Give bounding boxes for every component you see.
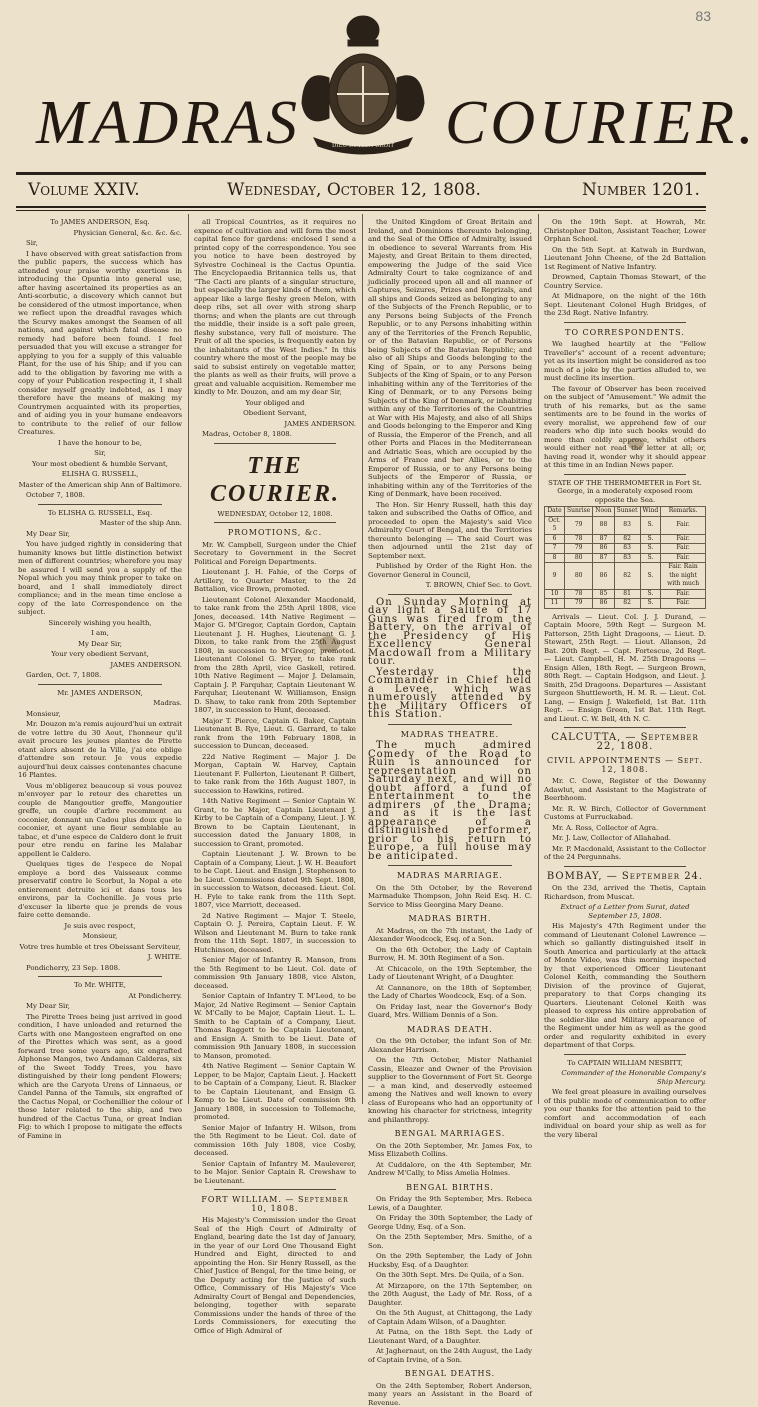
thermometer-cell: 87 xyxy=(593,534,614,544)
letter-closing: Your most obedient & humble Servant, xyxy=(18,460,182,469)
letter-body: Mr. Douzon m'a remis aujourd'hui un extrait de votre lettre du 30 Aout, l'honneur qu'il avait procure les jeunes plantes de Pirette etant alors absent de la Ville, j'ai ete oblige d'attendre son retour. Je vous expedie aujourd'hui deux caisses contenantes chacune 16 Plantes. xyxy=(18,720,182,780)
letter-signature-role: Master of the American ship Ann of Baltimore. xyxy=(18,481,182,490)
ink-stain xyxy=(318,636,340,652)
column-1 xyxy=(18,218,182,1102)
section-heading-civil-appointments: CIVIL APPOINTMENTS — Sept. 12, 1808. xyxy=(544,757,706,774)
article-paragraph: On the 24th September, Robert Anderson, many years an Assistant in the Board of Revenue. xyxy=(368,1382,532,1407)
letter-salutation: My Dear Sir, xyxy=(18,530,182,539)
article-paragraph: At Chicacole, on the 19th September, the Lady of Lieutenant Wright, of a Daughter. xyxy=(368,965,532,982)
article-paragraph: On the 9th October, the infant Son of Mr. Alexander Harrison. xyxy=(368,1037,532,1054)
theatre-notice: The much admired Comedy of the Road to Ruin is announced for representation on Saturday next, and will no doubt afford a fund of Entertainment to the admirers of the Drama; and as it is the last appearance of a distinguished performer, prior to his return to Europe, a full house may be anticipated. xyxy=(368,742,532,861)
letter-role: Master of the ship Ann. xyxy=(18,519,182,528)
letter-date: Garden, Oct. 7, 1808. xyxy=(18,671,182,680)
article-paragraph: On the 29th September, the Lady of John Hucksby, Esq. of a Daughter. xyxy=(368,1252,532,1269)
letter-address: Mr. JAMES ANDERSON, xyxy=(18,689,182,698)
thermometer-row xyxy=(545,544,706,554)
thermometer-header-cell: Wind xyxy=(640,507,661,517)
section-heading-fort-william: FORT WILLIAM. — September 10, 1808. xyxy=(194,1196,356,1213)
thermometer-cell: Fair. xyxy=(661,516,706,534)
article-paragraph: On the 6th October, the Lady of Captain Burrow, H. M. 30th Regiment of a Son. xyxy=(368,946,532,963)
separator xyxy=(214,443,336,444)
article-paragraph: On Friday last, near the Governor's Body Guard, Mrs. William Dennis of a Son. xyxy=(368,1003,532,1020)
column-2 xyxy=(194,218,356,1102)
thermometer-cell: 82 xyxy=(614,534,640,544)
letter-date: October 7, 1808. xyxy=(18,491,182,500)
article-paragraph: Mr. R. W. Birch, Collector of Government Customs at Furruckabad. xyxy=(544,805,706,822)
letter-closing: Your obliged and xyxy=(194,399,356,408)
section-heading-theatre: MADRAS THEATRE. xyxy=(368,731,532,740)
letter-body: You have judged rightly in considering that humanity knows but little distinction betwixt men of different countries; wherefore you may be assured I will send you a supply of the Nopal which you may think proper to take on board, and I shall immediately direct compliance; and in the mean time enclose a copy of the late Correspondence on the subject. xyxy=(18,540,182,617)
masthead-title-courier: COURIER. xyxy=(445,92,758,154)
thermometer-cell: 10 xyxy=(545,589,565,599)
section-heading-death: MADRAS DEATH. xyxy=(368,1026,532,1035)
letter-body: We feel great pleasure in availing ourselves of this public mode of communication to offer you our thanks for the attention paid to the comfort and accommodation of each individual on board your ship as well as for the very liberal xyxy=(544,1088,706,1139)
section-heading-bengal-births: BENGAL BIRTHS. xyxy=(368,1184,532,1193)
thermometer-cell: Fair. xyxy=(661,589,706,599)
letter-body: I have observed with great satisfaction from the public papers, the success which has attended your praise worthy exertions in introducing the Opuntia into general use, after having ascertained its properties as an Anti-scorbutic, a discovery which cannot but be considered of the utmost importance, when we reflect upon the dreadful ravages which the Scurvy makes amongst the Seamen of all nations, and against which fatal disease no remedy had before been found. I feel persuaded that you will excuse a stranger for applying to you for a supply of this valuable Plant, for the use of his Ship; and if you can add to the obligation by favoring me with a copy of your Publication respecting it, I shall consider myself greatly indebted, as I may therefore have the means of making my Countrymen acquainted with its properties, and of aiding you in your humane endeavors to contribute to the relief of our fellow Creatures. xyxy=(18,250,182,437)
article-paragraph: the United Kingdom of Great Britain and Ireland, and Dominions thereunto belonging, and the Seal of the Office of Admiralty, issued in obedience to several Warrants from His Majesty, and Great Britain to them directed, empowering the Judge of the said Vice Admiralty Court to take cognizance of and judicially proceed upon all and all manner of Captures, Seizures, Prizes and Reprizals, and all ships and Goods seized as belonging to any of the Subjects of the French Republic, or to any Persons being Subjects of the French Republic, or to any Persons inhabiting within any of the Territories of the French Republic, or of the Batavian Republic, or of Persons being Subjects of the Batavian Republic; and also of all Ships and Goods belonging to the King of Spain, or to any Persons being Subjects of the King of Spain, or to any Person inhabiting within any of the Territories of the King of Denmark, or to any Persons being Subjects of the King of Denmark, or inhabiting within any of the Territories of the Countries at War with His Majesty, and also of all Ships and Goods belonging to the Emperor and King of Russia, the Emperor of the French, and all other Ports and Places in the Mediterranean and Adriatic Seas, which are occupied by the Arms of France and her Allies, or to the Emperor of Russia, or to any Persons being Subjects of the Emperor of Russia, or inhabiting within any of the Territories of the King of Denmark, have been received. xyxy=(368,218,532,499)
article-paragraph: Mr. W. Campbell, Surgeon under the Chief Secretary to Government in the Secret Political and Foreign Departments. xyxy=(194,541,356,567)
thermometer-cell: S. xyxy=(640,589,661,599)
letter-role: Physician General, &c. &c. &c. xyxy=(18,229,182,238)
separator xyxy=(564,1054,686,1055)
extract-heading: Extract of a Letter from Surat, dated September 15, 1808. xyxy=(544,903,706,920)
separator xyxy=(38,684,162,685)
section-heading-calcutta: CALCUTTA, — September 22, 1808. xyxy=(544,734,706,751)
article-paragraph: On the 5th Sept. at Katwah in Burdwan, Lieutenant John Cheene, of the 2d Battalion 1st Regiment of Native Infantry. xyxy=(544,246,706,272)
letter-signature: JAMES ANDERSON. xyxy=(194,420,356,429)
thermometer-row xyxy=(545,599,706,609)
thermometer-cell: 81 xyxy=(614,589,640,599)
thermometer-cell: 79 xyxy=(565,599,593,609)
thermometer-cell: S. xyxy=(640,534,661,544)
article-paragraph: Lieutenant Colonel Alexander Macdonald, to take rank from the 25th April 1808, vice Jones, deceased. 14th Native Regiment — Major G. M'Gregor, Captain Gordon, Captain Lieutenant J. H. Hughes, Lieutenant G. J. Dixon, to take rank from the 25th August 1808, in succession to M'Gregor, promoted. Lieutenant Colonel G. Bryer, to take rank from the 28th April, vice Gaskell, retired. 10th Native Regiment — Major J. Delamain, Captain J. P. Farquhar, Captain Lieutenant W. Farquhar, Lieutenant W. Williamson, Ensign D. Shaw, to take rank from 20th September 1807, in succession to Hunt, deceased. xyxy=(194,596,356,715)
article-paragraph: Published by Order of the Right Hon. the Governor General in Council, xyxy=(368,562,532,579)
article-paragraph: At Jaghernaut, on the 24th August, the Lady of Captain Irvine, of a Son. xyxy=(368,1347,532,1364)
dateline xyxy=(22,180,702,206)
column-divider-3 xyxy=(538,214,539,1104)
ink-stain xyxy=(628,438,644,450)
article-paragraph: Captain Lieutenant J. W. Brown to be Captain of a Company, Lieut. J. W. H. Beaufort to be Capt. Lieut. and Ensign J. Stephenson to be Lieut. Commissions dated 9th Sept. 1808, in succession to Watson, deceased. Lieut. Col. H. Fyle to take rank from the 11th Sept. 1807, vice Marriott, deceased. xyxy=(194,850,356,910)
letter-closing: I have the honour to be, xyxy=(18,439,182,448)
section-heading-correspondents: TO CORRESPONDENTS. xyxy=(544,329,706,338)
article-paragraph: The favour of Observer has been received on the subject of "Amusement." We admit the truth of his remarks, but as the same sentiments are to be found in the works of every moralist, we apprehend few of our readers who dip into such books would do more than coldly approve, whilst others would either not read the letter at all; or, having read it, wonder why it should appear at this time in an Indian News paper. xyxy=(544,385,706,470)
thermometer-cell: 83 xyxy=(614,516,640,534)
separator xyxy=(214,1189,336,1190)
column-4 xyxy=(544,218,706,1102)
section-date: WEDNESDAY, October 12, 1808. xyxy=(194,510,356,519)
column-divider-2 xyxy=(362,214,363,1104)
thermometer-cell: 6 xyxy=(545,534,565,544)
article-paragraph: Lieutenant J. H. Fahie, of the Corps of Artillery, to Quarter Master, to the 2d Battalion, vice Brown, promoted. xyxy=(194,568,356,594)
letter-date: Madras, October 8, 1808. xyxy=(194,430,356,439)
article-paragraph: Major T. Pierce, Captain G. Baker, Captain Lieutenant B. Rye, Lieut. G. Garrard, to take rank from the 19th February 1808, in succession to Duncan, deceased. xyxy=(194,717,356,751)
thermometer-cell: 83 xyxy=(614,553,640,563)
letter-address: To JAMES ANDERSON, Esq. xyxy=(18,218,182,227)
letter-signature: J. WHITE. xyxy=(18,953,182,962)
section-title-the-courier: THE COURIER. xyxy=(194,452,356,508)
letter-closing: Your very obedient Servant, xyxy=(18,650,182,659)
arrivals-departures: Arrivals — Lieut. Col. J. J. Durand, — Captain Moore, 59th Regt — Surgeon M. Patterson, 25th Light Dragoons, — Lieut. D. Stewart, 25th Regt. — Lieut. Allanson, 2d Bat. 20th Regt. — Capt. Fortescue, 2d Regt. — Lieut. Campbell, H. M. 25th Dragoons — Ensign Allen, 18th Regt. — Surgeon Brown, 80th Regt. — Captain Hodgson, and Lieut. J. Smith, 25d Dragoons. Departures — Assistant Surgeon Shuttleworth, H. M. R. — Lieut. Col. Lang, — Ensign J. Wakefield, 1st Bat. 11th Regt. — Ensign Green, 1st Bat. 11th Regt. and Lieut. C. W. Bell, 4th N. C. xyxy=(544,613,706,724)
article-paragraph: On the 7th October, Mister Nathaniel Cassin, Eleazer and Owner of the Provision supplier to the Government of Fort St. George — a man kind, and deservedly esteemed among the Natives and well known to every class of Europeans who had an opportunity of knowing his character for strictness, integrity and philanthropy. xyxy=(368,1056,532,1124)
thermometer-cell: 87 xyxy=(593,553,614,563)
article-paragraph: Senior Captain of Infantry M. Mauleverer, to be Major. Senior Captain R. Crewshaw to be Lieutenant. xyxy=(194,1160,356,1186)
separator xyxy=(564,322,686,323)
article-paragraph: His Majesty's 47th Regiment under the command of Lieutenant Colonel Lawrence — which so gallantly distinguished itself in South America and particularly at the attack of Monte Video, was this morning inspected by that experienced Officer Lieutenant Colonel Keith, commanding the Southern Division of the province of Gujerat, preparatory to that Corps changing its Quarters. Lieutenant Colonel Keith was pleased to express his entire approbation of the soldier-like and Military appearance of the Regiment under him as well as the good order and regularity exhibited in every department of that Corps. xyxy=(544,922,706,1050)
letter-date: Pondicherry, 23 Sep. 1808. xyxy=(18,964,182,973)
article-paragraph: On the 20th September, Mr. James Fox, to Miss Elizabeth Collins. xyxy=(368,1142,532,1159)
separator xyxy=(38,504,162,505)
thermometer-cell: 9 xyxy=(545,563,565,590)
article-paragraph: On Friday the 30th September, the Lady of George Udny, Esq. of a Son. xyxy=(368,1214,532,1231)
corner-handwritten-note: 83 xyxy=(695,8,711,24)
section-heading-birth: MADRAS BIRTH. xyxy=(368,915,532,924)
article-paragraph: At Mirzapore, on the 17th September, on the 20th August, the Lady of Mr. Ross, of a Daughter. xyxy=(368,1282,532,1308)
article-signature: T. BROWN, Chief Sec. to Govt. xyxy=(368,581,532,590)
section-heading-marriage: MADRAS MARRIAGE. xyxy=(368,872,532,881)
letter-closing: I am, xyxy=(18,629,182,638)
thermometer-row xyxy=(545,563,706,590)
article-paragraph: On Friday the 9th September, Mrs. Rebeca Lewis, of a Daughter. xyxy=(368,1195,532,1212)
thermometer-cell: 7 xyxy=(545,544,565,554)
masthead-rule-top xyxy=(16,172,706,175)
thermometer-title: STATE OF THE THERMOMETER in Fort St. George, in a moderately exposed room opposite the Sea. xyxy=(544,479,706,505)
letter-closing: Monsieur, xyxy=(18,932,182,941)
article-paragraph: 22d Native Regiment — Major J. De Morgan, Captain W. Harvey, Captain Lieutenant F. Fullerton, Lieutenant P. Gilbert, to take rank from the 16th August 1807, in succession to Hawkins, retired. xyxy=(194,753,356,796)
thermometer-cell: 82 xyxy=(614,563,640,590)
thermometer-cell: 80 xyxy=(565,563,593,590)
article-paragraph: The Hon. Sir Henry Russell, hath this day taken and subscribed the Oaths of Office, and proceeded to open the Majesty's said Vice Admiralty Court of Bengal, and the Territories thereunto belonging — The said Court was then adjourned until the 21st day of September next. xyxy=(368,501,532,561)
letter-address: To ELISHA G. RUSSELL, Esq. xyxy=(18,509,182,518)
letter-role: Commander of the Honorable Company's Ship Mercury. xyxy=(544,1069,706,1086)
thermometer-row xyxy=(545,589,706,599)
thermometer-cell: Fair. xyxy=(661,534,706,544)
article-paragraph: On the 5th October, by the Reverend Marmaduke Thompson, John Reid Esq. H. C. Service to Miss Georgina Mary Deane. xyxy=(368,884,532,910)
section-heading-bengal-marriages: BENGAL MARRIAGES. xyxy=(368,1130,532,1139)
thermometer-cell: 85 xyxy=(593,589,614,599)
article-paragraph: On the 25th September, Mrs. Smithe, of a Son. xyxy=(368,1233,532,1250)
thermometer-header-cell: Noon xyxy=(593,507,614,517)
article-paragraph: 14th Native Regiment — Senior Captain W. Grant, to be Major, Captain Lieutenant J. Kirby to be Captain of a Company, Lieut. J. W. Brown to be Captain Lieutenant, in succession dated the January 1808, in succession to Grant, promoted. xyxy=(194,797,356,848)
letter-address: To Mr. WHITE, xyxy=(18,981,182,990)
thermometer-header-cell: Date xyxy=(545,507,565,517)
section-heading-bombay: BOMBAY, — September 24. xyxy=(544,873,706,882)
letter-place: At Pondicherry. xyxy=(18,992,182,1001)
thermometer-cell: S. xyxy=(640,563,661,590)
letter-body: all Tropical Countries, as it requires no expence of cultivation and will form the most capital fence for gardens: enclosed I send a printed copy of the correspondence. You see you notice to have been destroyed by Sylvestre Cochineal is the Cactus Opuntia. The Encyclopaedia Britannica tells us, that "The Cacti are plants of a singular structure, but especially the larger kinds of them, which appear like a large fleshy green Melon, with deep ribs, set all over with strong sharp thorns; and when the plants are cut through the middle, their inside is a soft pale green, fleshy substance, very full of moisture. The Fruit of all the species, is frequently eaten by the inhabitants of the West Indies." In this country where the most of the people may be said to subsist entirely on vegetable matter, the plants as well as their fruits, will prove a great and valuable acquisition. Remember me kindly to Mr. Douzon, and am my dear Sir, xyxy=(194,218,356,397)
column-3 xyxy=(368,218,532,1102)
thermometer-cell: Fair. xyxy=(661,553,706,563)
article-paragraph: We laughed heartily at the "Fellow Traveller's" account of a recent adventure; yet as its insertion might be considered as too much of a joke by the parties alluded to, we must decline its insertion. xyxy=(544,340,706,383)
letter-salutation: My Dear Sir, xyxy=(18,1002,182,1011)
article-paragraph: On the 23d, arrived the Thetis, Captain Richardson, from Muscat. xyxy=(544,884,706,901)
article-paragraph: On the 30th Sept. Mrs. De Quila, of a Son. xyxy=(368,1271,532,1280)
salute-notice: On Sunday Morning at day light a Salute of 17 Guns was fired from the Battery, on the arrival of the Presidency of His Excellency General Macdowall from a Military tour. xyxy=(368,599,532,667)
separator xyxy=(388,594,512,595)
letter-closing: Je suis avec respect, xyxy=(18,922,182,931)
masthead-title-madras: MADRAS xyxy=(36,92,301,154)
royal-crest-icon xyxy=(284,8,442,158)
article-paragraph: Mr. J. Law, Collector of Allahabad. xyxy=(544,834,706,843)
thermometer-cell: Oct. 5 xyxy=(545,516,565,534)
section-heading-promotions: PROMOTIONS, &c. xyxy=(194,529,356,538)
thermometer-cell: 80 xyxy=(565,553,593,563)
letter-address: To CAPTAIN WILLIAM NESBITT, xyxy=(544,1059,706,1068)
thermometer-cell: S. xyxy=(640,516,661,534)
letter-closing: Sincerely wishing you health, xyxy=(18,619,182,628)
article-paragraph: On the 19th Sept. at Howrah, Mr. Christopher Dalton, Assistant Teacher, Lower Orphan School. xyxy=(544,218,706,244)
article-paragraph: Drowned, Captain Thomas Stewart, of the Country Service. xyxy=(544,273,706,290)
letter-closing: Votre tres humble et tres Obeissant Serviteur, xyxy=(18,943,182,952)
levee-notice: Yesterday the Commander in Chief held a Levee, which was numerously attended by the Military Officers of this Station. xyxy=(368,669,532,720)
article-paragraph: At Cannanore, on the 18th of September, the Lady of Charles Woodcock, Esq. of a Son. xyxy=(368,984,532,1001)
masthead-rule-bottom xyxy=(16,206,706,208)
thermometer-cell: 88 xyxy=(593,516,614,534)
thermometer-cell: 86 xyxy=(593,544,614,554)
thermometer-cell: Fair. Rain the night with much xyxy=(661,563,706,590)
article-paragraph: At Madras, on the 7th instant, the Lady of Alexander Woodcock, Esq. of a Son. xyxy=(368,927,532,944)
thermometer-cell: 79 xyxy=(565,544,593,554)
thermometer-cell: S. xyxy=(640,544,661,554)
issue-number: Number 1201. xyxy=(582,180,700,200)
thermometer-cell: S. xyxy=(640,599,661,609)
thermometer-cell: 82 xyxy=(614,599,640,609)
article-paragraph: 2d Native Regiment — Major T. Steele, Captain O. J. Pereira, Captain Lieut. F. W. Wilson and Lieutenant M. Burn to take rank from the 11th Sept. 1807, in succession to Hutchinson, deceased. xyxy=(194,912,356,955)
thermometer-row xyxy=(545,553,706,563)
article-paragraph: Mr. P. Macdonald, Assistant to the Collector of the 24 Pergunnahs. xyxy=(544,845,706,862)
thermometer-header-cell: Remarks. xyxy=(661,507,706,517)
thermometer-row xyxy=(545,534,706,544)
letter-closing: My Dear Sir, xyxy=(18,640,182,649)
letter-place: Madras. xyxy=(18,699,182,708)
article-paragraph: At Midnapore, on the night of the 16th Sept. Lieutenant Colonel Hugh Bridges, of the 23d Regt. Native Infantry. xyxy=(544,292,706,318)
thermometer-cell: S. xyxy=(640,553,661,563)
separator xyxy=(214,522,336,523)
article-paragraph: Senior Major of Infantry H. Wilson, from the 5th Regiment to be Lieut. Col. date of commission 16th July 1808, vice Cosby, deceased. xyxy=(194,1124,356,1158)
article-paragraph: At Cuddalore, on the 4th September, Mr. Andrew M'Cally, to Miss Amelia Holmes. xyxy=(368,1161,532,1178)
thermometer-cell: 79 xyxy=(565,516,593,534)
masthead-rule-thin xyxy=(16,210,706,211)
separator xyxy=(564,474,686,475)
article-paragraph: Senior Captain of Infantry T. M'Leod, to be Major, 2d Native Regiment — Senior Captain W. M'Cally to be Major, Captain Lieut. L. L. Smith to be Captain of a Company, Lieut. Thomas Raggett to be Captain Lieutenant, and Ensign A. Smith to be Lieut. Date of commission 9th January 1808, in succession to Manson, promoted. xyxy=(194,992,356,1060)
thermometer-cell: 11 xyxy=(545,599,565,609)
letter-signature: ELISHA G. RUSSELL, xyxy=(18,470,182,479)
separator xyxy=(564,866,686,867)
volume-number: Volume XXIV. xyxy=(28,180,140,200)
thermometer-header-cell: Sunrise xyxy=(565,507,593,517)
thermometer-cell: 8 xyxy=(545,553,565,563)
issue-date: Wednesday, October 12, 1808. xyxy=(227,180,481,200)
masthead xyxy=(0,0,723,178)
thermometer-cell: 78 xyxy=(565,534,593,544)
thermometer-row xyxy=(545,516,706,534)
article-paragraph: Senior Major of Infantry R. Manson, from the 5th Regiment to be Lieut. Col. date of commission 9th January 1808, vice Alston, deceased. xyxy=(194,956,356,990)
letter-salutation: Sir, xyxy=(18,239,182,248)
thermometer-cell: 83 xyxy=(614,544,640,554)
column-divider-1 xyxy=(188,214,189,1104)
article-paragraph: On the 5th August, at Chittagong, the Lady of Captain Adam Wilson, of a Daughter. xyxy=(368,1309,532,1326)
separator xyxy=(388,865,512,866)
thermometer-cell: 86 xyxy=(593,563,614,590)
letter-body: Vous m'obligerez beaucoup si vous pouvez m'envoyer par le retour des charettes un couple de Mangoutier greffe, Mangoutier greffe, un couple d'arbre recemment au coconier, donnant un Cadou plus doux que le coconier, et ayant une fleur semblable au tabac, et d'une espece de Caldero dont le fruit pour etre rendu en farine les Malabar appellent le Caldero. xyxy=(18,782,182,859)
thermometer-cell: 78 xyxy=(565,589,593,599)
letter-body: The Pirette Trees being just arrived in good condition, I have unloaded and returned the Carts with one Mangosteen engrafted on one of the Pirettes which was sent, as a good forward tree some years ago, six engrafted Alphonse Mangos, two Andaman Calderas, six of the Sweet Toddy Trees, you have distinguished by their long pendent Flowers; which are the Caryota Urens of Linnaeus, or Candel Panna of the Tamuls, six engrafted of the Cactus Nopal, or Cochenillier the colour of those later related to the ship, and two hundred of the Cactus Tuna, or great Indian Fig: to which I propose to mitigate the effects of Famine in xyxy=(18,1013,182,1141)
article-paragraph: At Patna, on the 18th Sept. the Lady of Lieutenant Ward, of a Daughter. xyxy=(368,1328,532,1345)
crest-motto: DIEU ET MON DROIT xyxy=(332,143,394,149)
thermometer-header-row xyxy=(545,507,706,517)
letter-body: Quelques tiges de l'espece de Nopal employe a bord des Vaisseaux comme preservatif contre le Scorbut, la Nopal a ete entierement detruite ici et dans tous les environs, par la Cochenille. Je vous prie d'excuser la liberte que je prends de vous faire cette demande. xyxy=(18,860,182,920)
thermometer-header-cell: Sunset xyxy=(614,507,640,517)
section-heading-bengal-deaths: BENGAL DEATHS. xyxy=(368,1370,532,1379)
article-paragraph: Mr. C. Cowe, Register of the Dewanny Adawlut, and Assistant to the Magistrate of Beerbhoom. xyxy=(544,777,706,803)
article-paragraph: Mr. A. Ross, Collector of Agra. xyxy=(544,824,706,833)
letter-salutation: Monsieur, xyxy=(18,710,182,719)
thermometer-table xyxy=(544,506,706,609)
thermometer-cell: Fair. xyxy=(661,544,706,554)
separator xyxy=(38,976,162,977)
separator xyxy=(564,727,686,728)
separator xyxy=(388,724,512,725)
letter-signature: JAMES ANDERSON. xyxy=(18,661,182,670)
thermometer-cell: 86 xyxy=(593,599,614,609)
thermometer-cell: Fair. xyxy=(661,599,706,609)
letter-closing: Obedient Servant, xyxy=(194,409,356,418)
article-paragraph: 4th Native Regiment — Senior Captain W. Lepper, to be Major, Captain Lieut. J. Hackett to be Captain of a Company, Lieut. R. Blacker to be Captain Lieutenant, and Ensign G. Kemp to be Lieut. Date of commission 9th January 1808, in succession to Tollemache, promoted. xyxy=(194,1062,356,1122)
letter-closing: Sir, xyxy=(18,449,182,458)
article-paragraph: His Majesty's Commission under the Great Seal of the High Court of Admiralty of England, bearing date the 1st day of January, in the year of our Lord One Thousand Eight Hundred and Eight, directed to and appointing the Hon. Sir Henry Russell, as the Chief Justice of Bengal, for the time being, or the Deputy acting for the Justice of such Office, Commissary of His Majesty's Vice Admiralty Court of Bengal and Dependencies, belonging, together with separate Commissions under the hands of three of the Lords Commissioners, for executing the Office of High Admiral of xyxy=(194,1216,356,1335)
